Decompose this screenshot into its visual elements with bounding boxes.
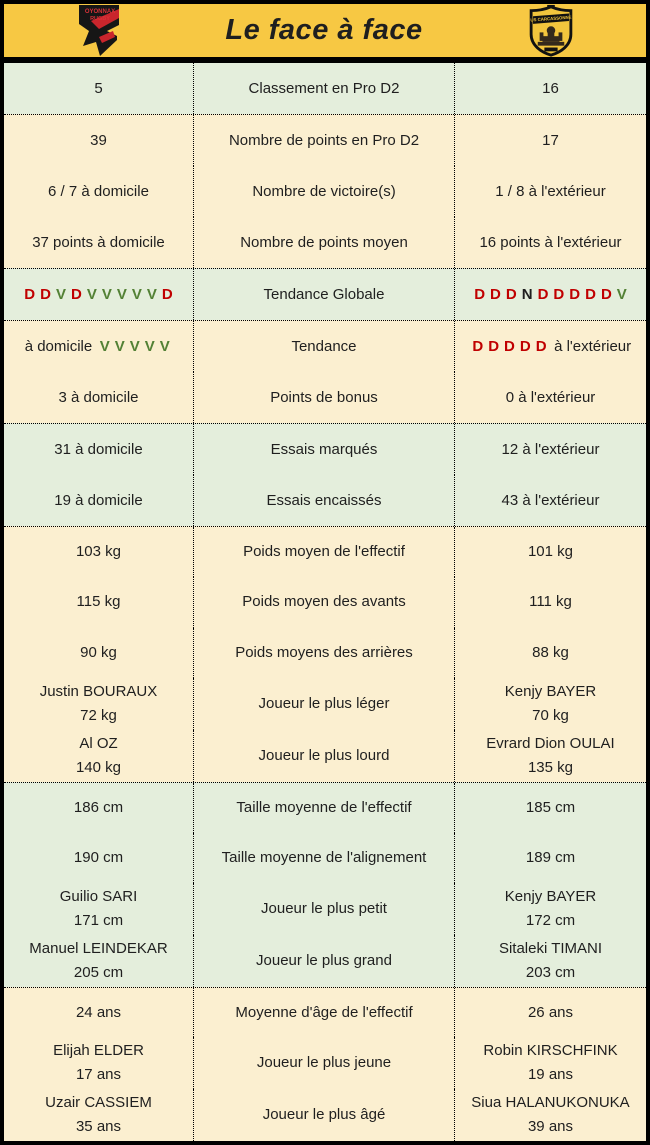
- tendance-sequence: [25, 335, 173, 359]
- stat-text-line: 205 cm: [73, 964, 124, 981]
- stat-text-line: 19 ans: [527, 1066, 574, 1083]
- stat-label-cell: [193, 424, 455, 475]
- stat-text-line: 189 cm: [525, 849, 576, 866]
- home-value-cell: [4, 1037, 193, 1089]
- stat-row: [4, 321, 646, 372]
- stat-text-line: Siua HALANUKONUKA: [471, 1094, 630, 1111]
- tendance-prefix-text: à domicile: [24, 337, 93, 355]
- stat-row: [4, 372, 646, 423]
- stat-label-cell: [193, 321, 455, 372]
- svg-text:US CARCASSONNE: US CARCASSONNE: [529, 14, 572, 23]
- tendance-letter: D: [569, 285, 581, 303]
- away-value-cell: [455, 577, 646, 627]
- stat-text-line: 190 cm: [73, 849, 124, 866]
- home-value-cell: [4, 269, 193, 320]
- stat-label: Tendance Globale: [263, 285, 385, 303]
- stat-text-line: Justin BOURAUX: [39, 682, 158, 700]
- stat-label-cell: [193, 883, 455, 935]
- away-value-cell: [455, 527, 646, 577]
- home-value-cell: [4, 678, 193, 730]
- stat-row: [4, 217, 646, 268]
- stat-group: [4, 63, 646, 114]
- home-value-cell: [4, 833, 193, 883]
- tendance-letter: D: [535, 337, 547, 355]
- stat-label-cell: [193, 166, 455, 217]
- stat-row: [4, 269, 646, 320]
- stat-text-line: 135 kg: [527, 758, 574, 776]
- stat-label: Nombre de points en Pro D2: [228, 131, 420, 149]
- stat-label-cell: [193, 1037, 455, 1089]
- tendance-letter: V: [129, 337, 140, 355]
- stat-row: [4, 833, 646, 883]
- stat-label-cell: [193, 372, 455, 423]
- tendance-letter: D: [24, 285, 36, 303]
- stat-row: [4, 628, 646, 678]
- stat-text-line: 16 points à l'extérieur: [479, 233, 622, 251]
- away-value-cell: [455, 475, 646, 526]
- table-header: [4, 4, 646, 63]
- stat-text-line: 17: [542, 131, 559, 149]
- stat-text-line: 115 kg: [76, 593, 121, 611]
- stat-text-line: Sitaleki TIMANI: [498, 940, 603, 957]
- stat-text-line: 26 ans: [527, 1003, 574, 1021]
- stat-group: [4, 423, 646, 526]
- tendance-letter: V: [616, 285, 627, 303]
- tendance-letter: V: [159, 337, 170, 355]
- home-value-cell: [4, 1089, 193, 1141]
- away-value-cell: [455, 217, 646, 268]
- away-value-cell: [455, 269, 646, 320]
- tendance-letter: V: [114, 337, 125, 355]
- oyonnax-rugby-logo-icon: [69, 4, 129, 57]
- stat-group: [4, 268, 646, 320]
- stat-row: [4, 988, 646, 1037]
- stat-label: Taille moyenne de l'effectif: [236, 799, 412, 816]
- stat-label: Joueur le plus âgé: [262, 1106, 386, 1123]
- stat-text-line: Al OZ: [79, 734, 118, 752]
- tendance-letter: D: [504, 337, 515, 355]
- stat-row: [4, 883, 646, 935]
- away-value-cell: [455, 424, 646, 475]
- stat-label-cell: [193, 115, 455, 166]
- home-value-cell: [4, 217, 193, 268]
- stat-text-line: 70 kg: [532, 706, 569, 724]
- stat-row: [4, 678, 646, 730]
- home-value-cell: [4, 424, 193, 475]
- stat-text-line: 186 cm: [73, 799, 124, 816]
- stat-text-line: 103 kg: [75, 543, 122, 561]
- away-value-cell: [455, 678, 646, 730]
- stat-label-cell: [193, 988, 455, 1037]
- stat-label: Moyenne d'âge de l'effectif: [235, 1003, 413, 1021]
- home-value-cell: [4, 783, 193, 833]
- tendance-letter: V: [116, 285, 127, 303]
- tendance-letter: D: [490, 285, 501, 303]
- tendance-letter: D: [519, 337, 531, 355]
- away-value-cell: [455, 833, 646, 883]
- stat-text-line: 72 kg: [80, 706, 117, 724]
- away-value-cell: [455, 988, 646, 1037]
- stat-row: [4, 166, 646, 217]
- stat-text-line: 0 à l'extérieur: [505, 388, 596, 406]
- stat-label-cell: [193, 527, 455, 577]
- stat-label: Joueur le plus lourd: [258, 746, 390, 764]
- away-value-cell: [455, 166, 646, 217]
- away-value-cell: [455, 63, 646, 114]
- home-value-cell: [4, 166, 193, 217]
- tendance-letter: D: [161, 285, 173, 303]
- svg-text:RUGBY: RUGBY: [89, 16, 110, 22]
- home-value-cell: [4, 988, 193, 1037]
- stat-text-line: Manuel LEINDEKAR: [29, 940, 168, 957]
- stat-text-line: 172 cm: [525, 912, 576, 929]
- stat-text-line: 1 / 8 à l'extérieur: [495, 182, 606, 200]
- away-value-cell: [455, 883, 646, 935]
- stat-label: Taille moyenne de l'alignement: [221, 849, 427, 866]
- stat-label-cell: [193, 1089, 455, 1141]
- home-value-cell: [4, 321, 193, 372]
- tendance-letter: D: [70, 285, 82, 303]
- stat-label: Tendance: [291, 337, 357, 355]
- tendance-letter: D: [472, 337, 484, 355]
- stat-group: [4, 320, 646, 423]
- stat-text-line: Uzair CASSIEM: [45, 1094, 152, 1111]
- home-team-logo-cell: [4, 4, 193, 57]
- tendance-letter: D: [553, 285, 565, 303]
- stat-text-line: 39: [90, 131, 107, 149]
- stat-text-line: 39 ans: [527, 1118, 574, 1135]
- stat-label: Essais encaissés: [266, 491, 382, 509]
- stat-label: Joueur le plus léger: [258, 694, 390, 712]
- tendance-letter: V: [131, 285, 142, 303]
- stat-text-line: 12 à l'extérieur: [501, 440, 600, 458]
- stat-text-line: 185 cm: [525, 799, 576, 816]
- stat-text-line: 24 ans: [75, 1003, 122, 1021]
- stat-row: [4, 115, 646, 166]
- stat-label: Points de bonus: [270, 388, 378, 406]
- tendance-letter: D: [40, 285, 51, 303]
- away-value-cell: [455, 1037, 646, 1089]
- away-value-cell: [455, 321, 646, 372]
- stat-text-line: 43 à l'extérieur: [501, 491, 600, 509]
- stat-text-line: Elijah ELDER: [53, 1042, 144, 1059]
- page-title: Le face à face: [225, 14, 423, 46]
- stat-label: Joueur le plus petit: [261, 900, 387, 917]
- away-value-cell: [455, 935, 646, 987]
- stat-label-cell: [193, 678, 455, 730]
- home-value-cell: [4, 730, 193, 782]
- stat-text-line: 17 ans: [75, 1066, 122, 1083]
- stat-label-cell: [193, 833, 455, 883]
- tendance-sequence: [470, 335, 631, 359]
- stat-text-line: 5: [94, 79, 103, 97]
- home-value-cell: [4, 883, 193, 935]
- stat-label: Classement en Pro D2: [248, 79, 400, 97]
- stat-text-line: Kenjy BAYER: [504, 888, 597, 905]
- stat-label-cell: [193, 935, 455, 987]
- stat-group: [4, 526, 646, 782]
- stat-label: Essais marqués: [270, 440, 378, 458]
- stat-text-line: 88 kg: [532, 643, 569, 661]
- away-value-cell: [455, 730, 646, 782]
- stat-group: [4, 114, 646, 268]
- stat-text-line: 3 à domicile: [58, 388, 139, 406]
- stat-label-cell: [193, 217, 455, 268]
- stat-text-line: Evrard Dion OULAI: [486, 734, 615, 752]
- stat-text-line: Kenjy BAYER: [504, 682, 597, 700]
- stat-text-line: 171 cm: [73, 912, 124, 929]
- stat-label-cell: [193, 63, 455, 114]
- stat-group: [4, 987, 646, 1141]
- tendance-letter: V: [99, 337, 110, 355]
- away-team-logo-cell: [455, 4, 646, 57]
- tendance-letter: D: [537, 285, 549, 303]
- tendance-letter: V: [146, 285, 157, 303]
- stat-row: [4, 63, 646, 114]
- stat-row: [4, 527, 646, 577]
- away-value-cell: [455, 1089, 646, 1141]
- stat-label: Poids moyens des arrières: [235, 643, 413, 661]
- stat-label-cell: [193, 577, 455, 627]
- home-value-cell: [4, 577, 193, 627]
- tendance-letter: D: [505, 285, 517, 303]
- tendance-letter: N: [521, 285, 533, 303]
- stat-text-line: 35 ans: [75, 1118, 122, 1135]
- stat-row: [4, 1089, 646, 1141]
- stat-text-line: 37 points à domicile: [32, 233, 165, 251]
- home-value-cell: [4, 527, 193, 577]
- away-value-cell: [455, 372, 646, 423]
- home-value-cell: [4, 63, 193, 114]
- us-carcassonne-logo-icon: [521, 4, 581, 57]
- away-value-cell: [455, 783, 646, 833]
- home-value-cell: [4, 372, 193, 423]
- stat-group: [4, 782, 646, 987]
- stat-row: [4, 935, 646, 987]
- stat-label: Nombre de points moyen: [240, 233, 408, 251]
- stat-label-cell: [193, 783, 455, 833]
- stat-label-cell: [193, 475, 455, 526]
- tendance-letter: D: [600, 285, 612, 303]
- stat-text-line: 140 kg: [75, 758, 122, 776]
- stat-row: [4, 1037, 646, 1089]
- stat-text-line: 6 / 7 à domicile: [48, 182, 149, 200]
- stat-text-line: 19 à domicile: [54, 491, 143, 509]
- tendance-letter: D: [474, 285, 486, 303]
- stats-rows: [4, 63, 646, 1141]
- stat-text-line: 31 à domicile: [54, 440, 143, 458]
- tendance-letter: D: [585, 285, 596, 303]
- home-value-cell: [4, 935, 193, 987]
- stat-label: Poids moyen des avants: [242, 593, 406, 611]
- tendance-sequence: [22, 283, 175, 307]
- stat-row: [4, 783, 646, 833]
- tendance-letter: V: [101, 285, 112, 303]
- stat-label: Nombre de victoire(s): [252, 182, 396, 200]
- stat-label-cell: [193, 269, 455, 320]
- tendance-suffix-text: à l'extérieur: [554, 337, 632, 355]
- home-value-cell: [4, 475, 193, 526]
- stat-label: Poids moyen de l'effectif: [243, 543, 405, 561]
- tendance-letter: V: [144, 337, 155, 355]
- tendance-letter: D: [488, 337, 500, 355]
- stat-text-line: 101 kg: [527, 543, 574, 561]
- stat-row: [4, 424, 646, 475]
- stat-label: Joueur le plus grand: [256, 952, 392, 969]
- tendance-letter: V: [55, 285, 66, 303]
- away-value-cell: [455, 628, 646, 678]
- stat-text-line: 111 kg: [529, 593, 572, 611]
- home-value-cell: [4, 628, 193, 678]
- stat-text-line: Robin KIRSCHFINK: [483, 1042, 618, 1059]
- stat-label-cell: [193, 730, 455, 782]
- stat-text-line: Guilio SARI: [59, 888, 138, 905]
- away-value-cell: [455, 115, 646, 166]
- stat-text-line: 203 cm: [525, 964, 576, 981]
- stat-text-line: 16: [542, 79, 559, 97]
- home-value-cell: [4, 115, 193, 166]
- stat-label-cell: [193, 628, 455, 678]
- tendance-sequence: [472, 283, 630, 307]
- stat-row: [4, 730, 646, 782]
- tendance-letter: V: [86, 285, 97, 303]
- stat-row: [4, 577, 646, 627]
- stat-text-line: 90 kg: [80, 643, 117, 661]
- svg-text:OYONNAX: OYONNAX: [84, 9, 115, 15]
- stat-row: [4, 475, 646, 526]
- stat-label: Joueur le plus jeune: [256, 1054, 392, 1071]
